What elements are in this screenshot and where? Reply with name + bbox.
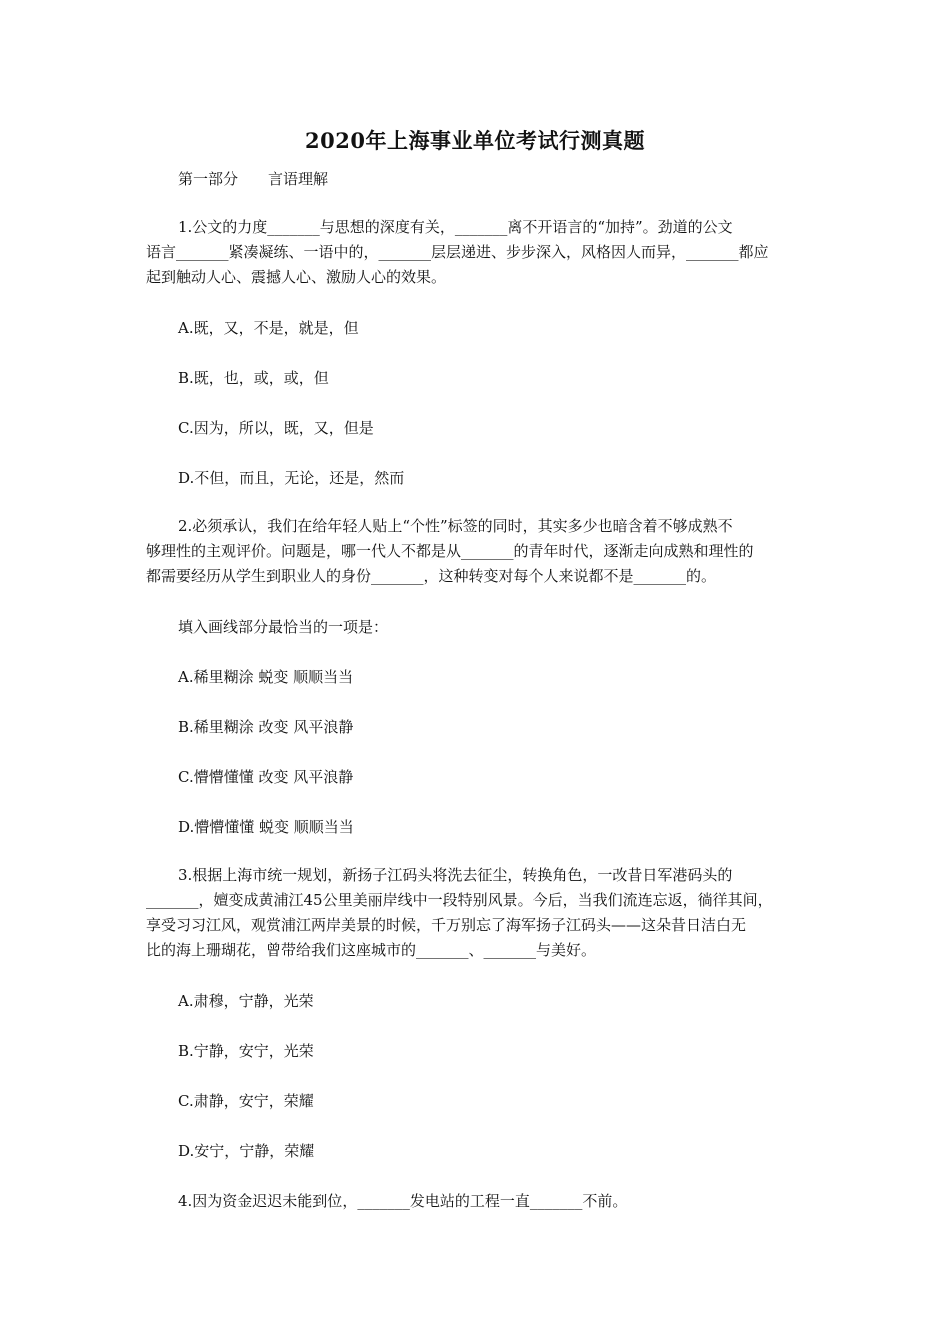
question-3-stem: [146, 863, 810, 963]
question-line: 都需要经历从学生到职业人的身份_______，这种转变对每个人来说都不是_______的。: [146, 567, 717, 585]
section-label: 第一部分: [178, 170, 239, 188]
question-3-option-a: A.肃穆，宁静，光荣: [178, 992, 314, 1010]
question-line: _______，嬗变成黄浦江45公里美丽岸线中一段特别风景。今后，当我们流连忘返，徜徉其间，: [146, 891, 773, 909]
question-line: 3.根据上海市统一规划，新扬子江码头将洗去征尘，转换角色，一改昔日军港码头的: [178, 866, 733, 884]
question-1-option-c: C.因为，所以，既，又，但是: [178, 419, 374, 437]
question-line: 比的海上珊瑚花，曾带给我们这座城市的_______、_______与美好。: [146, 941, 597, 959]
question-1-option-a: A.既，又，不是，就是，但: [178, 319, 359, 337]
section-name: 言语理解: [268, 170, 329, 188]
document-title: 2020年上海事业单位考试行测真题: [305, 128, 645, 153]
section-heading: [178, 166, 328, 192]
question-2-option-c: C.懵懵懂懂 改变 风平浪静: [178, 768, 354, 786]
question-2-option-b: B.稀里糊涂 改变 风平浪静: [178, 718, 354, 736]
question-line: 起到触动人心、震撼人心、激励人心的效果。: [146, 268, 447, 286]
question-1-option-d: D.不但，而且，无论，还是，然而: [178, 469, 405, 487]
question-2-prompt: 填入画线部分最恰当的一项是：: [178, 618, 389, 636]
question-1-option-b: B.既，也，或，或，但: [178, 369, 329, 387]
question-2-option-a: A.稀里糊涂 蜕变 顺顺当当: [178, 668, 354, 686]
question-line: 语言_______紧凑凝练、一语中的，_______层层递进、步步深入，风格因人而异，_______都应: [146, 243, 769, 261]
question-line: 1.公文的力度_______与思想的深度有关，_______离不开语言的“加持”。劲道的公文: [178, 218, 733, 236]
question-line: 2.必须承认，我们在给年轻人贴上“个性”标签的同时，其实多少也暗含着不够成熟不: [178, 517, 733, 535]
question-4-stem: 4.因为资金迟迟未能到位，_______发电站的工程一直_______不前。: [178, 1192, 628, 1210]
question-2-stem: [146, 514, 810, 589]
question-1-stem: [146, 215, 810, 290]
question-line: 够理性的主观评价。问题是，哪一代人不都是从_______的青年时代，逐渐走向成熟和理性的: [146, 542, 754, 560]
question-3-option-b: B.宁静，安宁，光荣: [178, 1042, 314, 1060]
question-3-option-d: D.安宁，宁静，荣耀: [178, 1142, 315, 1160]
question-2-option-d: D.懵懵懂懂 蜕变 顺顺当当: [178, 818, 354, 836]
question-line: 享受习习江风，观赏浦江两岸美景的时候，千万别忘了海军扬子江码头——这朵昔日洁白无: [146, 916, 747, 934]
question-3-option-c: C.肃静，安宁，荣耀: [178, 1092, 314, 1110]
